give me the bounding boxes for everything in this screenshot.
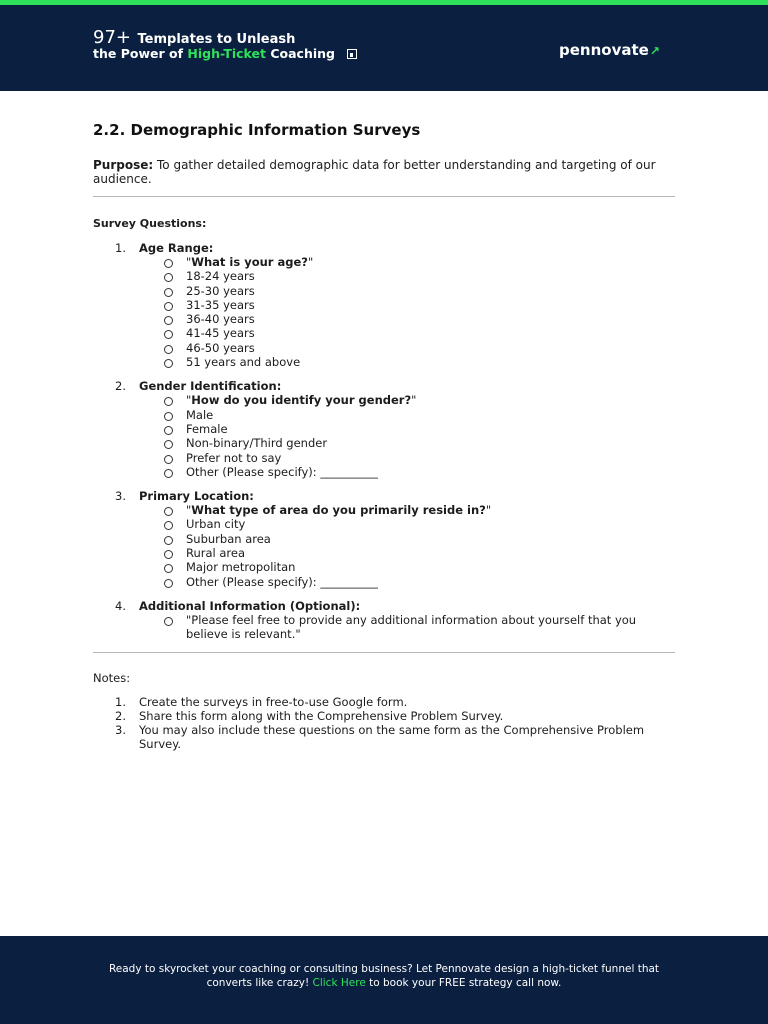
circle-bullet-icon [164, 259, 173, 268]
header-title-text: Templates to Unleash [137, 32, 296, 47]
circle-bullet-icon [164, 302, 173, 311]
circle-bullet-icon [164, 330, 173, 339]
divider [93, 196, 675, 197]
question-number: 3. [115, 489, 126, 504]
question-prompt: "What type of area do you primarily reside in?" [139, 503, 675, 517]
header-line2-post: Coaching [270, 46, 335, 61]
prompt-text: What type of area do you primarily reside in? [191, 503, 486, 518]
note-text: You may also include these questions on the same form as the Comprehensive Problem Survey. [139, 723, 645, 752]
option-item [139, 298, 675, 312]
survey-questions-label: Survey Questions: [93, 217, 207, 230]
option-text: Prefer not to say [186, 450, 282, 465]
option-text: Male [186, 407, 214, 422]
circle-bullet-icon [164, 469, 173, 478]
question-number: 2. [115, 379, 126, 394]
question-title: Gender Identification: [139, 379, 282, 394]
option-text: Female [186, 421, 228, 436]
section-title: 2.2. Demographic Information Surveys [93, 121, 421, 139]
circle-bullet-icon [164, 579, 173, 588]
question-title: Additional Information (Optional): [139, 598, 361, 613]
option-text: Non-binary/Third gender [186, 436, 328, 451]
question-item [93, 241, 675, 369]
circle-bullet-icon [164, 288, 173, 297]
question-prompt: "What is your age?" [139, 255, 675, 269]
option-item [139, 560, 675, 574]
document-icon [347, 49, 357, 59]
question-title: Age Range: [139, 241, 214, 255]
option-text: 51 years and above [186, 355, 301, 370]
purpose-text: To gather detailed demographic data for better understanding and targeting of our audience. [93, 158, 656, 186]
note-item [93, 723, 653, 752]
option-item [139, 465, 675, 479]
circle-bullet-icon [164, 359, 173, 368]
note-item [93, 709, 653, 723]
option-item [139, 575, 675, 589]
circle-bullet-icon [164, 521, 173, 530]
option-item [139, 436, 675, 450]
option-item [139, 546, 675, 560]
option-item [139, 312, 675, 326]
circle-bullet-icon [164, 617, 173, 626]
arrow-up-right-icon: ↗ [649, 44, 660, 58]
option-text: 25-30 years [186, 283, 255, 298]
header-title-line2 [93, 46, 357, 61]
question-prompt: "How do you identify your gender?" [139, 393, 675, 407]
option-text: 41-45 years [186, 326, 255, 341]
option-item [139, 408, 675, 422]
option-text: 18-24 years [186, 269, 255, 284]
notes-label: Notes: [93, 670, 131, 685]
footer-text-pre: Ready to skyrocket your coaching or consulting business? Let Pennovate design a high-ticket funnel that converts like crazy! [108, 963, 660, 989]
purpose-paragraph [93, 158, 675, 186]
note-item [93, 695, 653, 709]
prompt-text: How do you identify your gender? [191, 393, 412, 408]
page-header [0, 5, 768, 91]
circle-bullet-icon [164, 564, 173, 573]
pennovate-logo[interactable] [559, 41, 660, 59]
option-item [139, 422, 675, 436]
circle-bullet-icon [164, 440, 173, 449]
option-item [139, 532, 675, 546]
option-item [139, 355, 675, 369]
circle-bullet-icon [164, 273, 173, 282]
option-text: Rural area [186, 546, 246, 561]
divider [93, 652, 675, 653]
question-title: Primary Location: [139, 489, 254, 504]
footer-text-post: to book your FREE strategy call now. [369, 977, 562, 989]
footer-cta-text [95, 962, 673, 990]
question-number: 4. [115, 598, 126, 613]
header-title-line1 [93, 27, 295, 48]
option-text: Major metropolitan [186, 560, 296, 575]
purpose-label: Purpose: [93, 158, 154, 172]
option-item [139, 326, 675, 340]
question-item [93, 599, 675, 642]
circle-bullet-icon [164, 316, 173, 325]
note-text: Share this form along with the Comprehensive Problem Survey. [139, 708, 504, 723]
main-content [93, 120, 675, 752]
click-here-link[interactable]: Click Here [312, 977, 366, 989]
page-footer [0, 936, 768, 1024]
option-list [139, 613, 675, 642]
question-number: 1. [115, 241, 126, 255]
note-text: Create the surveys in free-to-use Google form. [139, 694, 408, 709]
note-number: 3. [115, 723, 126, 738]
logo-text: pennovate [559, 41, 649, 59]
option-list [139, 503, 675, 589]
circle-bullet-icon [164, 397, 173, 406]
option-text: Suburban area [186, 531, 271, 546]
circle-bullet-icon [164, 507, 173, 516]
notes-list [93, 695, 675, 752]
option-item [139, 341, 675, 355]
option-item [139, 517, 675, 531]
survey-question-list [93, 241, 675, 642]
prompt-text: "Please feel free to provide any additional information about yourself that you believe is relevant." [186, 612, 637, 642]
header-line2-accent: High-Ticket [187, 46, 266, 61]
option-text: Other (Please specify): __________ [186, 574, 378, 589]
option-list [139, 393, 675, 479]
circle-bullet-icon [164, 536, 173, 545]
option-item [139, 284, 675, 298]
option-item [139, 269, 675, 283]
option-text: 31-35 years [186, 297, 255, 312]
note-number: 1. [115, 694, 126, 709]
circle-bullet-icon [164, 550, 173, 559]
open-text-prompt [139, 613, 675, 642]
option-text: 36-40 years [186, 312, 255, 327]
question-item [93, 489, 675, 589]
header-line2-pre: the Power of [93, 46, 184, 61]
header-count: 97+ [93, 27, 131, 48]
option-item [139, 451, 675, 465]
circle-bullet-icon [164, 455, 173, 464]
option-text: 46-50 years [186, 340, 255, 355]
circle-bullet-icon [164, 345, 173, 354]
note-number: 2. [115, 708, 126, 723]
option-list [139, 255, 675, 369]
circle-bullet-icon [164, 426, 173, 435]
circle-bullet-icon [164, 412, 173, 421]
option-text: Urban city [186, 517, 246, 532]
question-item [93, 379, 675, 479]
prompt-text: What is your age? [191, 255, 308, 269]
option-text: Other (Please specify): __________ [186, 464, 378, 479]
